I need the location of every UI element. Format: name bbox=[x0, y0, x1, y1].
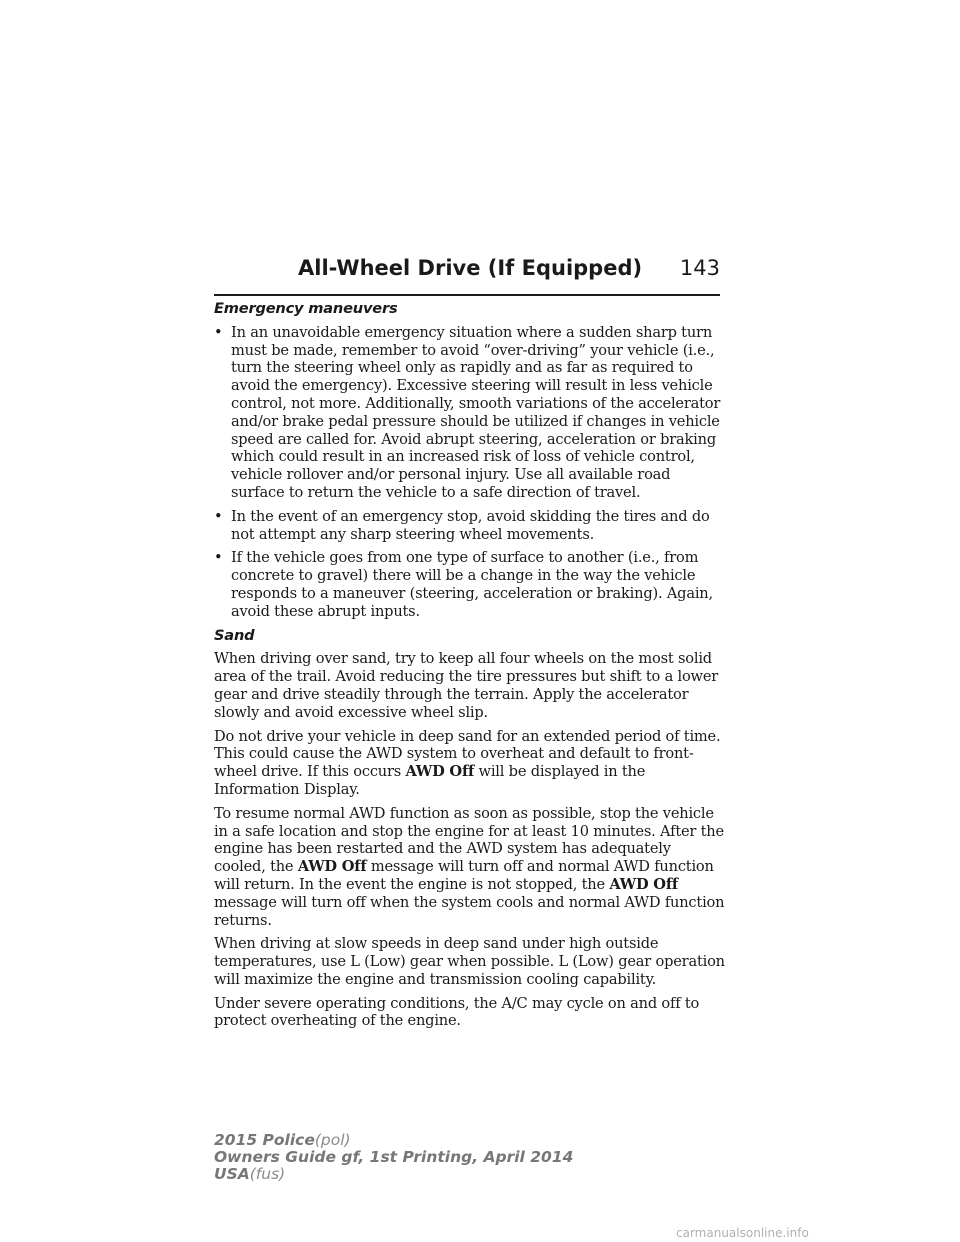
bullet-icon: • bbox=[214, 549, 223, 567]
paragraph: When driving at slow speeds in deep sand under high outside temperatures, use L (Low) gear when possible. L (Low) gear operation will maximize the engine and transmission cooling capability. bbox=[214, 935, 725, 988]
paragraph-text: To resume normal AWD function as soon as possible, stop the vehicle in a safe location and stop the engine for at least 10 minutes. After the engine has been restarted and the AWD system has adequately cooled, the bbox=[214, 804, 724, 876]
paragraph-text: will be displayed in the Information Display. bbox=[214, 763, 646, 798]
bullet-text: In the event of an emergency stop, avoid skidding the tires and do not attempt any sharp steering wheel movements. bbox=[231, 507, 710, 543]
paragraph: When driving over sand, try to keep all four wheels on the most solid area of the trail. Avoid reducing the tire pressures but shift to a lower gear and drive steadily through the terrain. Apply the accelerator slowly and avoid excessive wheel slip. bbox=[214, 650, 719, 721]
bullet-item bbox=[214, 324, 726, 502]
paragraph-text: message will turn off when the system cools and normal AWD function returns. bbox=[214, 893, 725, 929]
paragraph: Under severe operating conditions, the A/C may cycle on and off to protect overheating of the engine. bbox=[214, 994, 700, 1030]
bullet-text: If the vehicle goes from one type of surface to another (i.e., from concrete to gravel) there will be a change in the way the vehicle responds to a maneuver (steering, acceleration or braking). Again, avoid these abrupt inputs. bbox=[231, 549, 713, 620]
bullet-text: In an unavoidable emergency situation where a sudden sharp turn must be made, remember to avoid “over-driving” your vehicle (i.e., turn the steering wheel only as rapidly and as far as required to avoid the emergency). Excessive steering will result in less vehicle control, not more. Additionally, smooth variations of the accelerator and/or brake pedal pressure should be utilized if changes in vehicle speed are called for. Avoid abrupt steering, acceleration or braking which could result in an increased risk of loss of vehicle control, vehicle rollover and/or personal injury. Use all available road surface to return the vehicle to a safe direction of travel. bbox=[231, 323, 721, 501]
footer-code: (pol) bbox=[314, 1131, 351, 1149]
bullet-item bbox=[214, 549, 726, 620]
footer-code: (fus) bbox=[249, 1165, 286, 1183]
footer-line: Owners Guide gf, 1st Printing, April 2014 bbox=[214, 1148, 574, 1166]
awd-off-message: AWD Off bbox=[405, 763, 475, 781]
heading-emergency-maneuvers: Emergency maneuvers bbox=[214, 300, 398, 317]
footer-model: 2015 Police bbox=[214, 1131, 315, 1149]
bullet-item bbox=[214, 508, 726, 544]
page-header bbox=[214, 254, 720, 296]
awd-off-message: AWD Off bbox=[297, 858, 367, 876]
paragraph-text: message will turn off and normal AWD function will return. In the event the engine is not stopped, the bbox=[214, 858, 714, 893]
section-title: All-Wheel Drive (If Equipped) bbox=[298, 256, 643, 280]
page-footer bbox=[214, 1132, 573, 1183]
paragraph-text: Do not drive your vehicle in deep sand for an extended period of time. This could cause the AWD system to overheat and default to front-wheel drive. If this occurs bbox=[214, 727, 721, 781]
page-number: 143 bbox=[679, 256, 720, 280]
main-content bbox=[214, 300, 726, 1036]
paragraph bbox=[214, 728, 726, 799]
watermark: carmanualsonline.info bbox=[676, 1226, 809, 1240]
footer-region: USA bbox=[214, 1165, 250, 1183]
footer-line bbox=[214, 1132, 573, 1149]
awd-off-message: AWD Off bbox=[609, 875, 678, 893]
bullet-icon: • bbox=[214, 507, 223, 525]
paragraph bbox=[214, 805, 726, 930]
bullet-icon: • bbox=[214, 323, 223, 341]
heading-sand: Sand bbox=[214, 626, 255, 644]
footer-line bbox=[214, 1166, 573, 1183]
